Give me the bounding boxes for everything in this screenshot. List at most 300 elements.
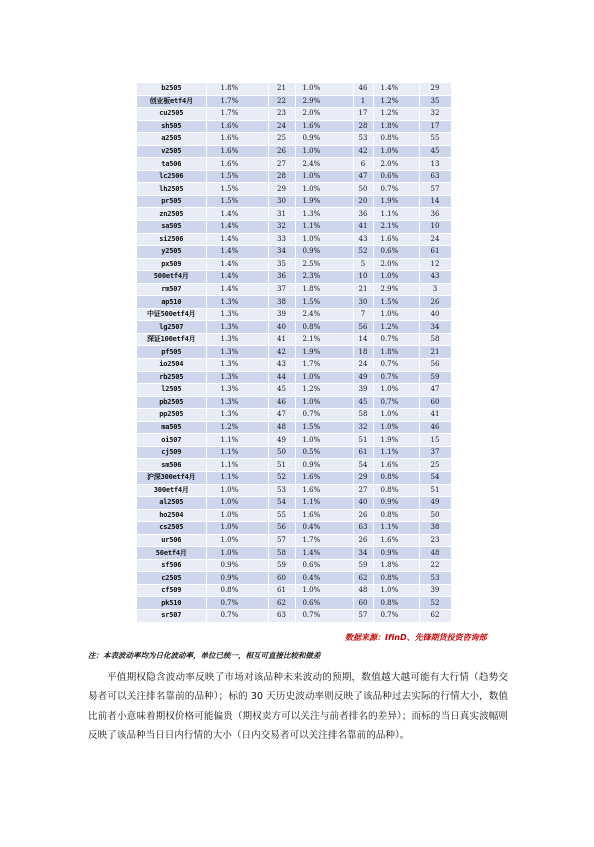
implied-vol-rank-cell: 51	[268, 459, 295, 472]
instrument-name-cell: oi507	[137, 434, 206, 447]
instrument-name-cell: c2505	[137, 572, 206, 585]
instrument-name-cell: ho2504	[137, 509, 206, 522]
historical-vol-rank-cell: 53	[353, 133, 373, 146]
true-range-cell: 0.7%	[373, 396, 419, 409]
true-range-rank-cell: 60	[419, 396, 451, 409]
historical-vol-cell: 1.8%	[295, 283, 353, 296]
implied-vol-cell: 1.4%	[206, 208, 268, 221]
instrument-name-cell: b2505	[137, 83, 206, 95]
historical-vol-cell: 2.1%	[295, 333, 353, 346]
implied-vol-rank-cell: 32	[268, 221, 295, 234]
historical-vol-cell: 1.5%	[295, 421, 353, 434]
historical-vol-rank-cell: 29	[353, 471, 373, 484]
true-range-rank-cell: 34	[419, 321, 451, 334]
historical-vol-cell: 0.4%	[295, 572, 353, 585]
true-range-cell: 1.8%	[373, 120, 419, 133]
historical-vol-cell: 1.6%	[295, 484, 353, 497]
historical-vol-cell: 2.3%	[295, 271, 353, 284]
historical-vol-cell: 1.0%	[295, 434, 353, 447]
table-row	[137, 183, 451, 196]
implied-vol-cell: 1.4%	[206, 233, 268, 246]
implied-vol-rank-cell: 39	[268, 308, 295, 321]
implied-vol-rank-cell: 37	[268, 283, 295, 296]
implied-vol-cell: 1.4%	[206, 283, 268, 296]
table-row	[137, 308, 451, 321]
table-row	[137, 497, 451, 510]
true-range-rank-cell: 15	[419, 434, 451, 447]
implied-vol-rank-cell: 56	[268, 522, 295, 535]
implied-vol-cell: 1.6%	[206, 120, 268, 133]
instrument-name-cell: sr507	[137, 609, 206, 622]
implied-vol-cell: 1.3%	[206, 308, 268, 321]
historical-vol-cell: 1.0%	[295, 145, 353, 158]
table-row	[137, 83, 451, 95]
instrument-name-cell: pk510	[137, 597, 206, 610]
true-range-rank-cell: 47	[419, 384, 451, 397]
true-range-rank-cell: 14	[419, 195, 451, 208]
true-range-cell: 2.0%	[373, 158, 419, 171]
instrument-name-cell: pb2505	[137, 396, 206, 409]
historical-vol-rank-cell: 24	[353, 359, 373, 372]
historical-vol-rank-cell: 59	[353, 559, 373, 572]
implied-vol-cell: 1.5%	[206, 195, 268, 208]
true-range-rank-cell: 21	[419, 346, 451, 359]
historical-vol-cell: 1.0%	[295, 170, 353, 183]
historical-vol-cell: 0.5%	[295, 446, 353, 459]
table-row	[137, 572, 451, 585]
implied-vol-rank-cell: 21	[268, 83, 295, 95]
true-range-rank-cell: 39	[419, 584, 451, 597]
historical-vol-rank-cell: 52	[353, 246, 373, 259]
table-row	[137, 446, 451, 459]
instrument-name-cell: cu2505	[137, 108, 206, 121]
instrument-name-cell: 中证500etf4月	[137, 308, 206, 321]
true-range-rank-cell: 45	[419, 145, 451, 158]
implied-vol-rank-cell: 36	[268, 271, 295, 284]
true-range-cell: 1.1%	[373, 522, 419, 535]
true-range-cell: 0.8%	[373, 572, 419, 585]
true-range-rank-cell: 32	[419, 108, 451, 121]
table-row	[137, 145, 451, 158]
historical-vol-rank-cell: 50	[353, 183, 373, 196]
table-row	[137, 459, 451, 472]
true-range-rank-cell: 22	[419, 559, 451, 572]
instrument-name-cell: cs2505	[137, 522, 206, 535]
true-range-cell: 0.6%	[373, 246, 419, 259]
implied-vol-cell: 1.6%	[206, 158, 268, 171]
true-range-cell: 0.7%	[373, 609, 419, 622]
historical-vol-rank-cell: 34	[353, 547, 373, 560]
instrument-name-cell: sh505	[137, 120, 206, 133]
implied-vol-cell: 0.7%	[206, 609, 268, 622]
table-row	[137, 120, 451, 133]
implied-vol-cell: 1.3%	[206, 409, 268, 422]
true-range-rank-cell: 53	[419, 572, 451, 585]
implied-vol-rank-cell: 24	[268, 120, 295, 133]
instrument-name-cell: l2505	[137, 384, 206, 397]
true-range-cell: 2.0%	[373, 258, 419, 271]
true-range-cell: 1.5%	[373, 296, 419, 309]
true-range-cell: 1.4%	[373, 83, 419, 95]
implied-vol-rank-cell: 52	[268, 471, 295, 484]
implied-vol-cell: 1.3%	[206, 359, 268, 372]
table-row	[137, 95, 451, 108]
instrument-name-cell: zn2505	[137, 208, 206, 221]
table-row	[137, 208, 451, 221]
true-range-rank-cell: 61	[419, 246, 451, 259]
true-range-cell: 1.8%	[373, 346, 419, 359]
implied-vol-rank-cell: 48	[268, 421, 295, 434]
historical-vol-cell: 0.9%	[295, 246, 353, 259]
implied-vol-cell: 1.0%	[206, 547, 268, 560]
implied-vol-rank-cell: 34	[268, 246, 295, 259]
table-row	[137, 559, 451, 572]
historical-vol-cell: 0.6%	[295, 597, 353, 610]
historical-vol-cell: 1.6%	[295, 120, 353, 133]
historical-vol-rank-cell: 36	[353, 208, 373, 221]
implied-vol-cell: 1.4%	[206, 246, 268, 259]
implied-vol-cell: 1.3%	[206, 321, 268, 334]
historical-vol-cell: 1.9%	[295, 195, 353, 208]
implied-vol-cell: 1.4%	[206, 258, 268, 271]
instrument-name-cell: v2505	[137, 145, 206, 158]
true-range-rank-cell: 40	[419, 308, 451, 321]
instrument-name-cell: 50etf4月	[137, 547, 206, 560]
historical-vol-cell: 2.4%	[295, 308, 353, 321]
true-range-cell: 1.2%	[373, 108, 419, 121]
true-range-cell: 0.9%	[373, 547, 419, 560]
historical-vol-rank-cell: 41	[353, 221, 373, 234]
data-source-label: 数据来源：IfinD、先锋期货投资咨询部	[345, 633, 487, 642]
implied-vol-cell: 1.4%	[206, 221, 268, 234]
true-range-cell: 1.2%	[373, 321, 419, 334]
historical-vol-cell: 2.5%	[295, 258, 353, 271]
implied-vol-cell: 1.0%	[206, 497, 268, 510]
instrument-name-cell: ma505	[137, 421, 206, 434]
historical-vol-rank-cell: 17	[353, 108, 373, 121]
true-range-rank-cell: 24	[419, 233, 451, 246]
instrument-name-cell: sf506	[137, 559, 206, 572]
implied-vol-rank-cell: 59	[268, 559, 295, 572]
historical-vol-rank-cell: 54	[353, 459, 373, 472]
instrument-name-cell: ap510	[137, 296, 206, 309]
true-range-cell: 0.8%	[373, 471, 419, 484]
implied-vol-rank-cell: 25	[268, 133, 295, 146]
instrument-name-cell: pp2505	[137, 409, 206, 422]
implied-vol-rank-cell: 47	[268, 409, 295, 422]
true-range-cell: 0.8%	[373, 484, 419, 497]
table-row	[137, 584, 451, 597]
true-range-cell: 1.2%	[373, 95, 419, 108]
implied-vol-cell: 1.0%	[206, 484, 268, 497]
true-range-cell: 0.7%	[373, 333, 419, 346]
instrument-name-cell: lg2507	[137, 321, 206, 334]
historical-vol-cell: 0.7%	[295, 609, 353, 622]
table-row	[137, 158, 451, 171]
historical-vol-cell: 0.6%	[295, 559, 353, 572]
implied-vol-rank-cell: 49	[268, 434, 295, 447]
historical-vol-rank-cell: 10	[353, 271, 373, 284]
table-row	[137, 195, 451, 208]
historical-vol-rank-cell: 42	[353, 145, 373, 158]
true-range-cell: 1.0%	[373, 384, 419, 397]
true-range-cell: 0.7%	[373, 359, 419, 372]
historical-vol-rank-cell: 18	[353, 346, 373, 359]
implied-vol-cell: 1.0%	[206, 509, 268, 522]
true-range-rank-cell: 13	[419, 158, 451, 171]
true-range-rank-cell: 29	[419, 83, 451, 95]
true-range-rank-cell: 57	[419, 183, 451, 196]
historical-vol-cell: 1.7%	[295, 359, 353, 372]
true-range-rank-cell: 58	[419, 333, 451, 346]
table-row	[137, 333, 451, 346]
instrument-name-cell: 500etf4月	[137, 271, 206, 284]
implied-vol-rank-cell: 23	[268, 108, 295, 121]
instrument-name-cell: lc2506	[137, 170, 206, 183]
table-row	[137, 509, 451, 522]
table-row	[137, 409, 451, 422]
true-range-cell: 1.9%	[373, 434, 419, 447]
implied-vol-cell: 1.1%	[206, 434, 268, 447]
implied-vol-cell: 1.5%	[206, 183, 268, 196]
historical-vol-rank-cell: 63	[353, 522, 373, 535]
instrument-name-cell: si2506	[137, 233, 206, 246]
true-range-cell: 1.9%	[373, 195, 419, 208]
true-range-cell: 1.1%	[373, 208, 419, 221]
implied-vol-rank-cell: 29	[268, 183, 295, 196]
table-note: 注：本表波动率均为日化波动率，单位已统一，相互可直接比较和做差	[88, 651, 321, 660]
historical-vol-cell: 1.0%	[295, 83, 353, 95]
true-range-cell: 0.7%	[373, 371, 419, 384]
historical-vol-cell: 1.0%	[295, 396, 353, 409]
implied-vol-rank-cell: 46	[268, 396, 295, 409]
historical-vol-cell: 1.5%	[295, 296, 353, 309]
historical-vol-rank-cell: 1	[353, 95, 373, 108]
historical-vol-rank-cell: 40	[353, 497, 373, 510]
table-row	[137, 221, 451, 234]
true-range-rank-cell: 46	[419, 421, 451, 434]
historical-vol-rank-cell: 28	[353, 120, 373, 133]
true-range-cell: 0.9%	[373, 497, 419, 510]
implied-vol-cell: 1.8%	[206, 83, 268, 95]
implied-vol-cell: 1.7%	[206, 95, 268, 108]
implied-vol-rank-cell: 28	[268, 170, 295, 183]
instrument-name-cell: rb2505	[137, 371, 206, 384]
instrument-name-cell: cf509	[137, 584, 206, 597]
implied-vol-cell: 1.5%	[206, 170, 268, 183]
historical-vol-rank-cell: 58	[353, 409, 373, 422]
table-row	[137, 321, 451, 334]
historical-vol-rank-cell: 20	[353, 195, 373, 208]
implied-vol-cell: 1.2%	[206, 421, 268, 434]
implied-vol-rank-cell: 33	[268, 233, 295, 246]
historical-vol-cell: 1.7%	[295, 534, 353, 547]
historical-vol-rank-cell: 48	[353, 584, 373, 597]
implied-vol-rank-cell: 31	[268, 208, 295, 221]
implied-vol-rank-cell: 50	[268, 446, 295, 459]
historical-vol-cell: 1.0%	[295, 233, 353, 246]
implied-vol-rank-cell: 26	[268, 145, 295, 158]
true-range-cell: 1.0%	[373, 409, 419, 422]
true-range-rank-cell: 56	[419, 359, 451, 372]
implied-vol-rank-cell: 43	[268, 359, 295, 372]
historical-vol-rank-cell: 5	[353, 258, 373, 271]
historical-vol-rank-cell: 62	[353, 572, 373, 585]
true-range-cell: 2.9%	[373, 283, 419, 296]
table-row	[137, 283, 451, 296]
true-range-rank-cell: 17	[419, 120, 451, 133]
historical-vol-rank-cell: 47	[353, 170, 373, 183]
instrument-name-cell: lh2505	[137, 183, 206, 196]
true-range-cell: 2.1%	[373, 221, 419, 234]
instrument-name-cell: rm507	[137, 283, 206, 296]
true-range-cell: 1.6%	[373, 459, 419, 472]
table-row	[137, 471, 451, 484]
true-range-cell: 0.8%	[373, 133, 419, 146]
true-range-rank-cell: 48	[419, 547, 451, 560]
true-range-cell: 1.0%	[373, 308, 419, 321]
true-range-rank-cell: 38	[419, 522, 451, 535]
implied-vol-rank-cell: 53	[268, 484, 295, 497]
instrument-name-cell: 300etf4月	[137, 484, 206, 497]
instrument-name-cell: a2505	[137, 133, 206, 146]
historical-vol-cell: 1.4%	[295, 547, 353, 560]
historical-vol-cell: 1.1%	[295, 497, 353, 510]
historical-vol-rank-cell: 21	[353, 283, 373, 296]
implied-vol-cell: 0.8%	[206, 584, 268, 597]
implied-vol-cell: 1.4%	[206, 271, 268, 284]
implied-vol-cell: 1.3%	[206, 396, 268, 409]
true-range-cell: 1.0%	[373, 584, 419, 597]
table-row	[137, 522, 451, 535]
volatility-table-body	[137, 83, 451, 622]
true-range-cell: 1.1%	[373, 446, 419, 459]
true-range-cell: 0.8%	[373, 597, 419, 610]
implied-vol-cell: 1.0%	[206, 534, 268, 547]
true-range-cell: 1.0%	[373, 271, 419, 284]
implied-vol-rank-cell: 27	[268, 158, 295, 171]
historical-vol-cell: 0.8%	[295, 321, 353, 334]
implied-vol-rank-cell: 63	[268, 609, 295, 622]
implied-vol-rank-cell: 40	[268, 321, 295, 334]
implied-vol-rank-cell: 45	[268, 384, 295, 397]
true-range-rank-cell: 49	[419, 497, 451, 510]
table-row	[137, 597, 451, 610]
table-row	[137, 296, 451, 309]
true-range-rank-cell: 23	[419, 534, 451, 547]
instrument-name-cell: cj509	[137, 446, 206, 459]
true-range-rank-cell: 52	[419, 597, 451, 610]
historical-vol-rank-cell: 27	[353, 484, 373, 497]
true-range-rank-cell: 63	[419, 170, 451, 183]
implied-vol-cell: 1.7%	[206, 108, 268, 121]
implied-vol-rank-cell: 55	[268, 509, 295, 522]
implied-vol-rank-cell: 22	[268, 95, 295, 108]
historical-vol-rank-cell: 26	[353, 509, 373, 522]
historical-vol-cell: 1.0%	[295, 183, 353, 196]
implied-vol-rank-cell: 58	[268, 547, 295, 560]
historical-vol-rank-cell: 56	[353, 321, 373, 334]
historical-vol-rank-cell: 30	[353, 296, 373, 309]
historical-vol-cell: 1.0%	[295, 371, 353, 384]
historical-vol-cell: 0.9%	[295, 459, 353, 472]
implied-vol-cell: 1.6%	[206, 133, 268, 146]
table-row	[137, 434, 451, 447]
historical-vol-rank-cell: 14	[353, 333, 373, 346]
historical-vol-rank-cell: 57	[353, 609, 373, 622]
historical-vol-rank-cell: 26	[353, 534, 373, 547]
instrument-name-cell: ta506	[137, 158, 206, 171]
historical-vol-rank-cell: 46	[353, 83, 373, 95]
true-range-cell: 0.7%	[373, 183, 419, 196]
table-row	[137, 108, 451, 121]
implied-vol-rank-cell: 38	[268, 296, 295, 309]
table-row	[137, 170, 451, 183]
true-range-rank-cell: 37	[419, 446, 451, 459]
implied-vol-cell: 1.1%	[206, 459, 268, 472]
implied-vol-cell: 0.7%	[206, 597, 268, 610]
true-range-rank-cell: 62	[419, 609, 451, 622]
true-range-rank-cell: 59	[419, 371, 451, 384]
true-range-cell: 0.6%	[373, 170, 419, 183]
implied-vol-cell: 1.0%	[206, 522, 268, 535]
historical-vol-cell: 0.7%	[295, 409, 353, 422]
true-range-rank-cell: 35	[419, 95, 451, 108]
historical-vol-rank-cell: 39	[353, 384, 373, 397]
true-range-cell: 1.8%	[373, 559, 419, 572]
historical-vol-cell: 1.2%	[295, 384, 353, 397]
instrument-name-cell: 创业板etf4月	[137, 95, 206, 108]
implied-vol-cell: 1.3%	[206, 296, 268, 309]
historical-vol-cell: 2.4%	[295, 158, 353, 171]
implied-vol-cell: 1.3%	[206, 346, 268, 359]
instrument-name-cell: 沪深300etf4月	[137, 471, 206, 484]
table-row	[137, 359, 451, 372]
historical-vol-cell: 2.0%	[295, 108, 353, 121]
true-range-rank-cell: 54	[419, 471, 451, 484]
historical-vol-cell: 1.3%	[295, 208, 353, 221]
implied-vol-rank-cell: 41	[268, 333, 295, 346]
historical-vol-rank-cell: 61	[353, 446, 373, 459]
true-range-rank-cell: 12	[419, 258, 451, 271]
historical-vol-cell: 0.4%	[295, 522, 353, 535]
instrument-name-cell: io2504	[137, 359, 206, 372]
true-range-rank-cell: 25	[419, 459, 451, 472]
historical-vol-cell: 1.1%	[295, 221, 353, 234]
historical-vol-cell: 1.9%	[295, 346, 353, 359]
instrument-name-cell: px509	[137, 258, 206, 271]
implied-vol-cell: 1.3%	[206, 384, 268, 397]
historical-vol-cell: 2.9%	[295, 95, 353, 108]
implied-vol-rank-cell: 62	[268, 597, 295, 610]
true-range-rank-cell: 51	[419, 484, 451, 497]
implied-vol-rank-cell: 60	[268, 572, 295, 585]
implied-vol-rank-cell: 35	[268, 258, 295, 271]
instrument-name-cell: 深证100etf4月	[137, 333, 206, 346]
instrument-name-cell: y2505	[137, 246, 206, 259]
table-row	[137, 484, 451, 497]
implied-vol-cell: 1.3%	[206, 333, 268, 346]
historical-vol-rank-cell: 60	[353, 597, 373, 610]
historical-vol-cell: 1.6%	[295, 509, 353, 522]
historical-vol-rank-cell: 51	[353, 434, 373, 447]
true-range-rank-cell: 3	[419, 283, 451, 296]
historical-vol-rank-cell: 43	[353, 233, 373, 246]
implied-vol-cell: 0.9%	[206, 572, 268, 585]
historical-vol-cell: 0.9%	[295, 133, 353, 146]
historical-vol-rank-cell: 6	[353, 158, 373, 171]
table-row	[137, 421, 451, 434]
